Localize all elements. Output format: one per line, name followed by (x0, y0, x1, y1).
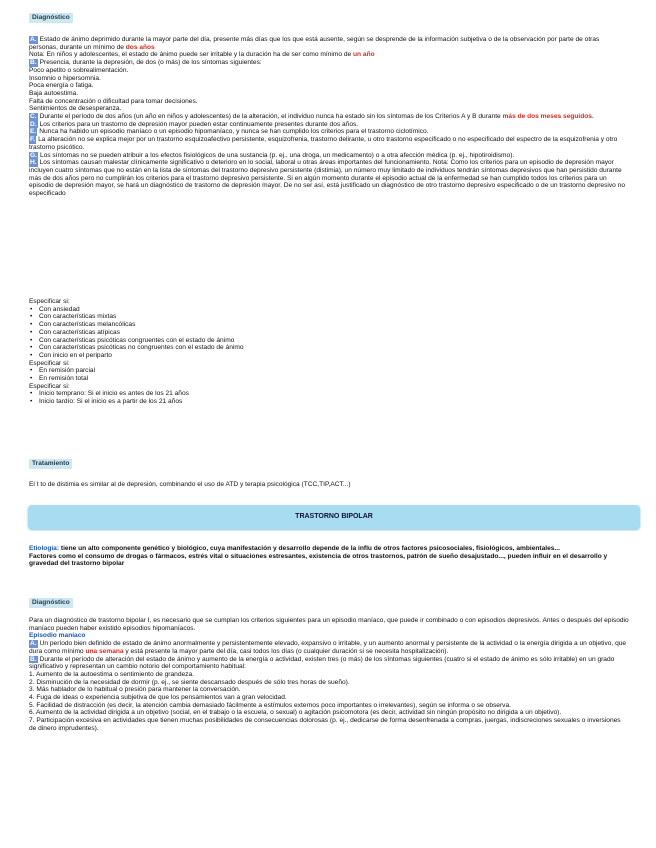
list-item: • Con características atípicas (39, 329, 629, 337)
criterion-f: F. La alteración no se explica mejor por un trastorno esquizoafectivo persistente, esquizofrenia, trastorno delirante, u otro trastorno especificado o no especificado del espectro de la esquizofrenia y otro trastorno psicótico. (29, 136, 618, 151)
section-tag: Diagnóstico (29, 13, 73, 23)
list-item: 2. Disminución de la necesidad de dormir (p. ej., se siente descansado después de sólo tres horas de sueño). (29, 678, 350, 686)
criterion-a: A. Un período bien definido de estado de ánimo anormalmente y persistentemente elevado, expansivo o irritable, y un aumento anormal y persistente de la actividad o la energía dirigida a un objetivo, que dura como mínimo una semana y está presente la mayor parte del día, casi todos los días (o cualquier duración si se necesita hospitalización). (29, 640, 627, 655)
spec-title: Especificar si: (29, 359, 70, 367)
etiology-factors: Factores como el consumo de drogas o fármacos, estrés vital o situaciones estresantes, existencia de otros trastornos, patrón de sueño desajustado..., pueden influir en el desarrollo y gravedad del trastorno bipolar (29, 552, 608, 568)
list-item: • Inicio temprano: Si el inicio es antes de los 21 años (39, 390, 629, 398)
b-item: Insomnio o hipersomnia. (29, 74, 101, 82)
list-item: 1. Aumento de la autoestima o sentimiento de grandeza. (29, 670, 194, 678)
list-item: • Inicio tardío: Si el inicio es a partir de los 21 años (39, 398, 629, 406)
list-item: • En remisión parcial (39, 367, 629, 375)
list-item: • Con características mixtas (39, 313, 629, 321)
b-item: Sentimientos de desesperanza. (29, 105, 122, 113)
list-item: 3. Más hablador de lo habitual o presión para mantener la conversación. (29, 686, 241, 694)
criterion-e: E. Nunca ha habido un episodio maníaco o un episodio hipomaníaco, y nunca se han cumplido los criterios para el trastorno ciclotímico. (30, 128, 429, 136)
criterion-c: C. Durante el período de dos años (un año en niños y adolescentes) de la alteración, el individuo nunca ha estado sin los síntomas de los Criterios A y B durante más de dos meses seguidos. (30, 113, 594, 121)
list-item: • Con características melancólicas (39, 321, 629, 329)
spec-list-3 (29, 390, 629, 405)
list-item: • En remisión total (39, 375, 629, 383)
intro: Para un diagnóstico de trastorno bipolar I, es necesario que se cumplan los criterios siguientes para un episodio maníaco, que puede ir combinado o con episodios depresivos. Antes o después del episodio maníaco pueden haber existido episodios hipomaníacos. (29, 617, 629, 632)
list-item: • Con ansiedad (39, 306, 629, 314)
criterion-d: D. Los criterios para un trastorno de depresión mayor pueden estar continuamente presentes durante dos años. (30, 120, 359, 128)
specifiers (29, 298, 629, 406)
criterion-b: B. Durante el período de alteración del estado de ánimo y aumento de la energía o actividad, existen tres (o más) de los síntomas siguientes (cuatro si el estado de ánimo es sólo irritable) en un grado significativo y representan un cambio notorio del comportamiento habitual: (29, 655, 615, 671)
b-item: Falta de concentración o dificultad para tomar decisiones. (29, 97, 198, 105)
section-tag: Tratamiento (29, 459, 72, 469)
criteria-block-2 (29, 617, 629, 733)
etiology: Etiología: tiene un alto componente genético y biológico, cuya manifestación y desarrollo depende de la influ de otros factores psicosociales, fisiológicos, ambientales... Factores como el consumo de drogas o fármacos, estrés vital o situaciones estresantes, existencia de otros trastornos, patrón de sueño desajustado..., pueden influir en el desarrollo y gravedad del trastorno bipolar (29, 545, 629, 568)
list-item: • Con inicio en el periparto (39, 352, 629, 360)
list-item: • Con características psicóticas no congruentes con el estado de ánimo (39, 344, 629, 352)
manic-title: Episodio maníaco (29, 632, 86, 640)
section-diagnosis-1 (29, 13, 629, 23)
list-item: 6. Aumento de la actividad dirigida a un objetivo (social, en el trabajo o la escuela, o sexual) o agitación psicomotora (es decir, actividad sin ningún propósito no dirigida a un objetivo). (29, 709, 562, 717)
b-item: Poco apetito o sobrealimentación. (29, 66, 129, 74)
spec-list-1 (29, 306, 629, 360)
b-item: Baja autoestima. (29, 89, 79, 97)
criterion-b: B. Presencia, durante la depresión, de dos (o más) de los síntomas siguientes: (30, 59, 262, 67)
spec-list-2 (29, 367, 629, 382)
bipolar-banner: TRASTORNO BIPOLAR (28, 505, 640, 529)
spec-title: Especificar si: (29, 382, 70, 390)
list-item: 7. Participación excesiva en actividades que tienen muchas posibilidades de consecuencias dolorosas (p. ej., dedicarse de forma desenfrenada a compras, juergas, indiscreciones sexuales o inversiones de dinero imprudentes). (29, 717, 621, 732)
list-item: 4. Fuga de ideas o experiencia subjetiva de que los pensamientos van a gran velocidad. (29, 694, 287, 702)
list-item: 5. Facilidad de distracción (es decir, la atención cambia demasiado fácilmente a estímulos externos poco importantes o irrelevantes), según se informa o se observa. (29, 701, 511, 709)
criterion-a: A. Estado de ánimo deprimido durante la mayor parte del día, presente más días que los que está ausente, según se desprende de la información subjetiva o de la observación por parte de otras personas, durante un mínimo de dos años (29, 36, 600, 51)
note: Nota: En niños y adolescentes, el estado de ánimo puede ser irritable y la duración ha de ser como mínimo de un año (29, 51, 375, 59)
criterion-g: G. Los síntomas no se pueden atribuir a los efectos fisiológicos de una sustancia (p. ej., una droga, un medicamento) o a otra afección médica (p. ej., hipotiroidismo). (30, 151, 515, 159)
section-tag: Diagnóstico (29, 598, 73, 608)
criterion-h: H. Los síntomas causan malestar clínicamente significativo o deterioro en lo social, laboral u otras áreas importantes del funcionamiento. Nota: Como los criterios para un episodio de depresión mayor incluyen cuatro síntomas que no están en la lista de síntomas del trastorno depresivo persistente (distimia), un número muy limitado de individuos tendrán síntomas depresivos que han persistido durante más de dos años pero no cumplirán los criterios para el trastorno depresivo persistente. Si en algún momento durante el episodio actual de la enfermedad se han cumplido todos los criterios para un episodio de depresión mayor, se hará un diagnóstico de trastorno de depresión mayor. De no ser así, está justificado un diagnóstico de otro trastorno depresivo especificado o de un trastorno depresivo no especificado (29, 159, 625, 198)
treatment-text: El t to de distimia es similar al de depresión, combinando el uso de ATD y terapia psicológica (TCC,TIP,ACT...) (29, 481, 351, 488)
spec-title: Especificar si: (29, 298, 70, 305)
b-item: Poca energía o fatiga. (29, 82, 94, 90)
section-treatment (29, 459, 629, 469)
etiology-label: Etiología: (29, 545, 60, 552)
criteria-block-1 (29, 36, 629, 198)
section-diagnosis-2 (29, 598, 629, 608)
list-item: • Con características psicóticas congruentes con el estado de ánimo (39, 337, 629, 345)
